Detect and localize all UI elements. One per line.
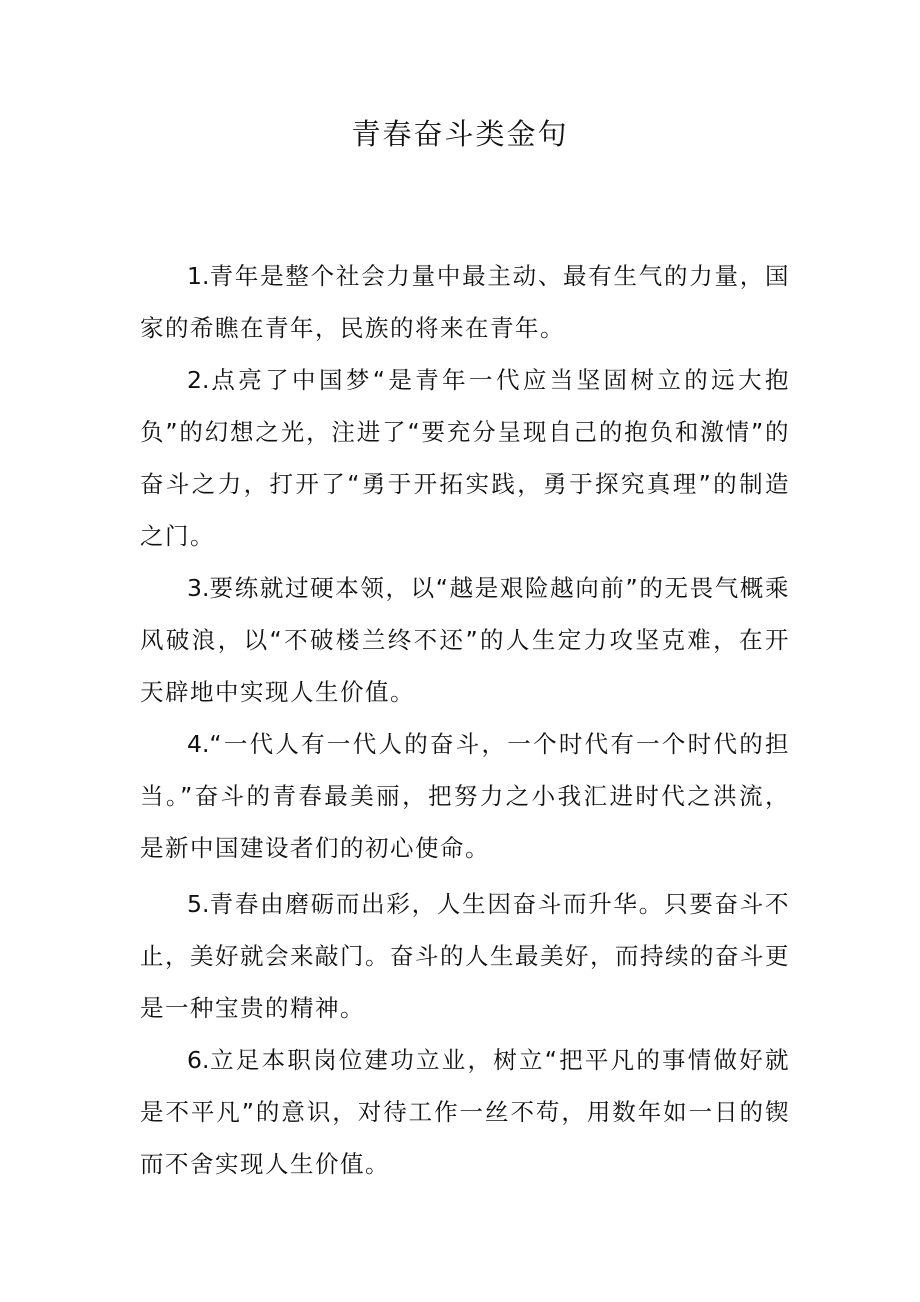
quote-number: 4. xyxy=(187,730,210,758)
quote-text: 立足本职岗位建功立业，树立“把平凡的事情做好就是不平凡”的意识，对待工作一丝不苟，用数年如一日的锲而不舍实现人生价值。 xyxy=(140,1046,790,1178)
quote-text: 青年是整个社会力量中最主动、最有生气的力量，国家的希瞧在青年，民族的将来在青年。 xyxy=(140,262,790,342)
quote-number: 5. xyxy=(187,890,210,918)
quote-text: 青春由磨砺而出彩，人生因奋斗而升华。只要奋斗不止，美好就会来敲门。奋斗的人生最美好，而持续的奋斗更是一种宝贵的精神。 xyxy=(140,890,790,1022)
quote-text: 点亮了中国梦“是青年一代应当坚固树立的远大抱负”的幻想之光，注进了“要充分呈现自己的抱负和激情”的奋斗之力，打开了“勇于开拓实践，勇于探究真理”的制造之门。 xyxy=(140,366,790,550)
quote-item-6 xyxy=(140,1034,790,1190)
quote-item-3 xyxy=(140,562,790,718)
quote-text: “一代人有一代人的奋斗，一个时代有一个时代的担当。”奋斗的青春最美丽，把努力之小我汇进时代之洪流，是新中国建设者们的初心使命。 xyxy=(140,730,790,862)
quote-number: 3. xyxy=(187,574,210,602)
quote-number: 6. xyxy=(187,1046,210,1074)
document-title: 青春奋斗类金句 xyxy=(351,117,569,151)
quote-item-4 xyxy=(140,718,790,874)
quote-item-1 xyxy=(140,250,790,354)
quote-number: 2. xyxy=(187,366,210,394)
quote-text: 要练就过硬本领，以“越是艰险越向前”的无畏气概乘风破浪，以“不破楼兰终不还”的人生定力攻坚克难，在开天辟地中实现人生价值。 xyxy=(140,574,790,706)
quote-item-5 xyxy=(140,878,790,1034)
quote-number: 1. xyxy=(187,262,210,290)
quote-item-2 xyxy=(140,354,790,562)
